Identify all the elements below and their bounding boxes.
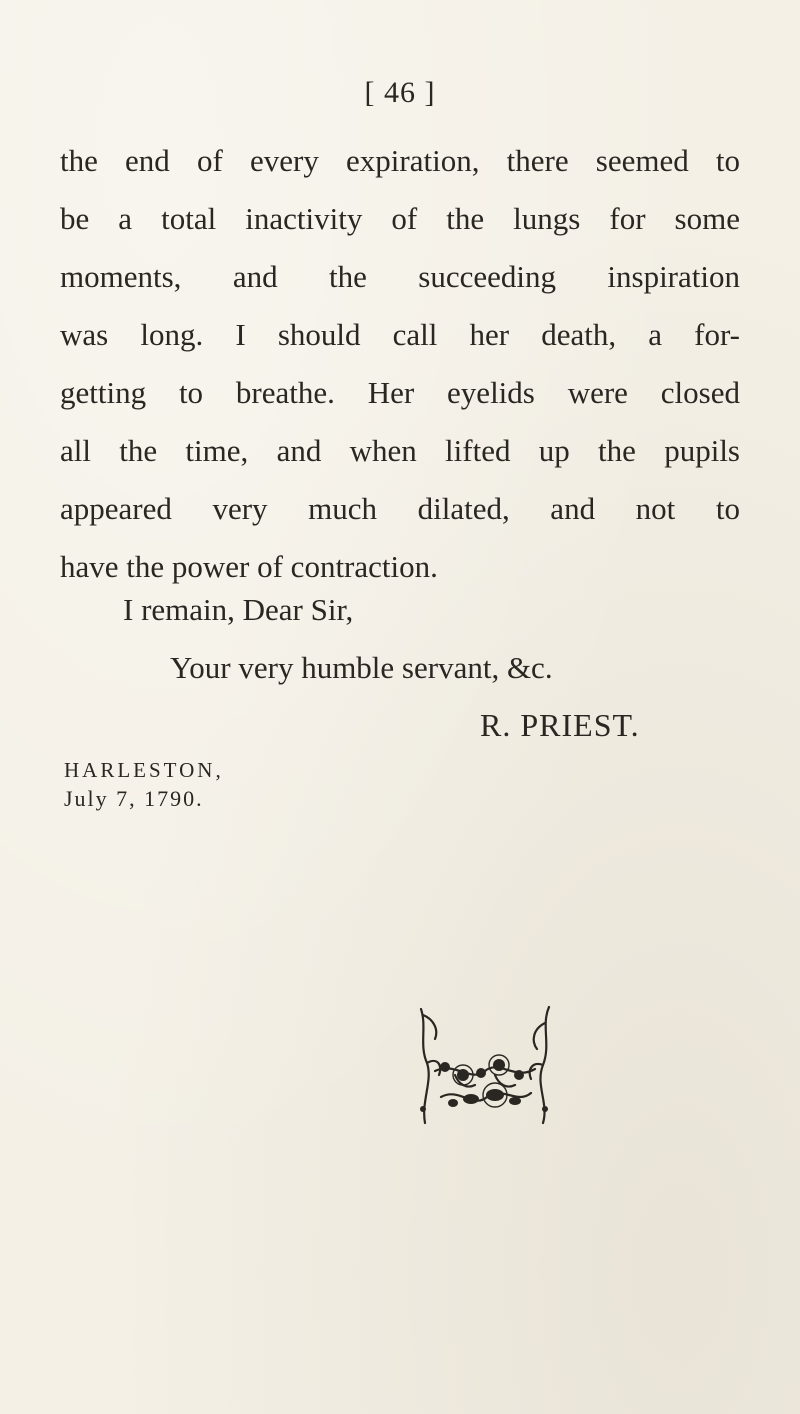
text-line: all the time, and when lifted up the pupils: [60, 433, 740, 468]
closing-valediction: Your very humble servant, &c.: [170, 650, 553, 685]
letter-body-paragraph: [60, 132, 740, 596]
letter-place: HARLESTON,: [64, 758, 224, 782]
letter-date: July 7, 1790.: [64, 786, 204, 811]
author-signature: R. PRIEST.: [480, 707, 640, 743]
closing-salutation: I remain, Dear Sir,: [123, 592, 354, 627]
text-line: appeared very much dilated, and not to: [60, 491, 740, 526]
page-number: [ 46 ]: [364, 76, 436, 109]
text-line: the end of every expiration, there seemed to: [60, 143, 740, 178]
text-line: have the power of contraction.: [60, 549, 438, 584]
text-line: getting to breathe. Her eyelids were closed: [60, 375, 740, 410]
text-line: was long. I should call her death, a for-: [60, 317, 740, 352]
text-line: moments, and the succeeding inspiration: [60, 259, 740, 294]
text-line: be a total inactivity of the lungs for some: [60, 201, 740, 236]
floral-tailpiece-ornament-icon: [415, 1005, 555, 1130]
